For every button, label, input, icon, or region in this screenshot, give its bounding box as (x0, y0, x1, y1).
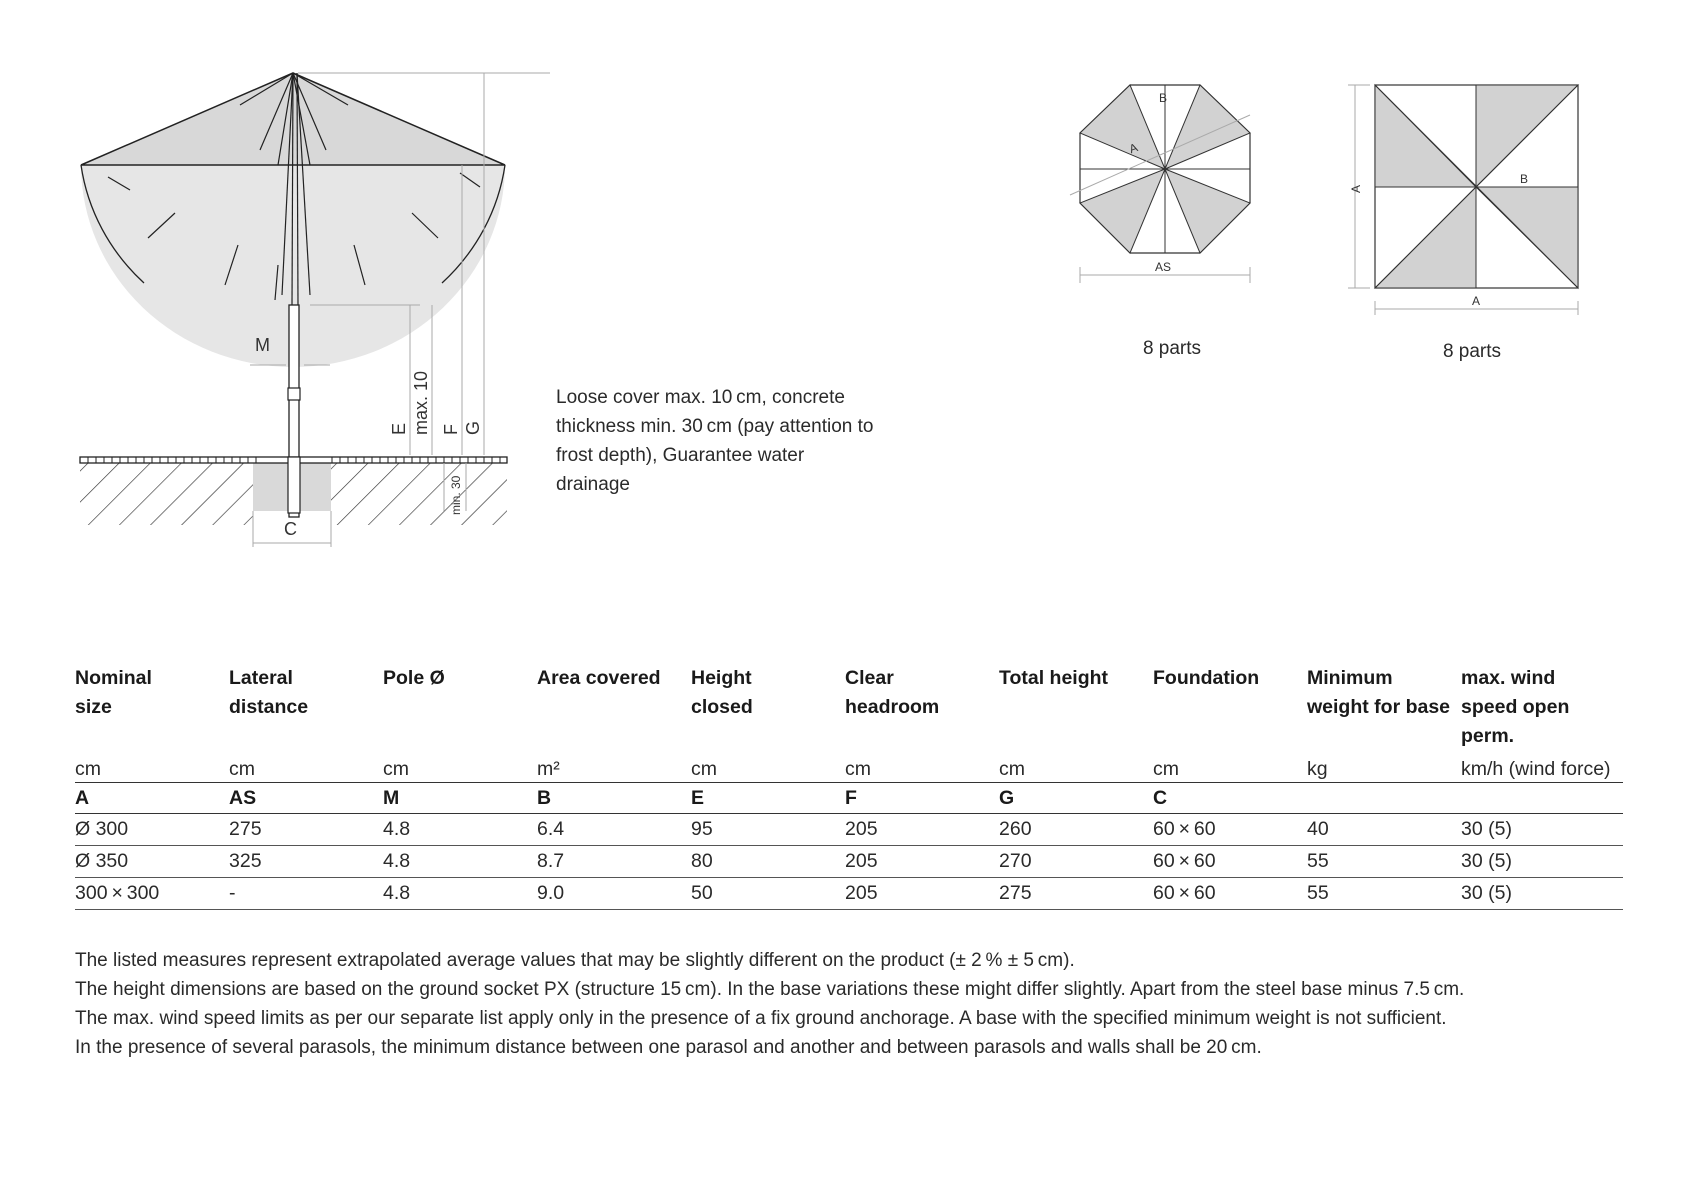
code-cell: E (691, 783, 845, 814)
sq-label-a-side: A (1349, 184, 1363, 193)
dim-label-c: C (284, 519, 297, 539)
header-lateral-distance (229, 664, 383, 752)
table-cell: 270 (999, 846, 1153, 878)
table-cell: 80 (691, 846, 845, 878)
header-line: Height (691, 667, 752, 689)
note-line: thickness min. 30 cm (pay attention to (556, 416, 874, 437)
note-line: Loose cover max. 10 cm, concrete (556, 387, 845, 408)
header-line: Area covered (537, 667, 661, 689)
table-cell: 9.0 (537, 878, 691, 910)
note-line: frost depth), Guarantee water (556, 445, 805, 466)
table-cell: 6.4 (537, 814, 691, 846)
table-cell: 30 (5) (1461, 814, 1623, 846)
table-row (75, 878, 1623, 910)
units-row (75, 752, 1623, 783)
footnote-line: The listed measures represent extrapolated average values that may be slightly different on the product (± 2 % ± 5 cm). (75, 950, 1075, 971)
code-cell (1461, 783, 1623, 814)
header-line: Lateral (229, 667, 293, 689)
dim-label-g: G (463, 420, 483, 435)
oct-label-as: AS (1155, 260, 1172, 274)
code-cell: B (537, 783, 691, 814)
header-max-wind-speed (1461, 664, 1623, 752)
table-cell: 205 (845, 846, 999, 878)
table-cell: 260 (999, 814, 1153, 846)
sq-label-a-bottom: A (1472, 294, 1481, 308)
table-cell: 30 (5) (1461, 878, 1623, 910)
unit-cell: cm (229, 752, 383, 783)
unit-cell: cm (383, 752, 537, 783)
header-line: Nominal (75, 667, 152, 689)
unit-cell: m² (537, 752, 691, 783)
code-cell: A (75, 783, 229, 814)
table-cell: 4.8 (383, 846, 537, 878)
table-cell: 40 (1307, 814, 1461, 846)
unit-cell: cm (1153, 752, 1307, 783)
dim-label-max10: max. 10 (411, 370, 431, 435)
table-cell: Ø 300 (75, 814, 229, 846)
code-cell: AS (229, 783, 383, 814)
octagon-caption: 8 parts (1142, 338, 1202, 359)
footnote-line: The max. wind speed limits as per our separate list apply only in the presence of a fix ground anchorage. A base with the specified minimum weight is not sufficient. (75, 1008, 1447, 1029)
unit-cell: cm (75, 752, 229, 783)
codes-row (75, 783, 1623, 814)
code-cell: G (999, 783, 1153, 814)
table-cell: Ø 350 (75, 846, 229, 878)
table-cell: 30 (5) (1461, 846, 1623, 878)
header-line: Clear (845, 667, 894, 689)
dim-label-e: E (389, 422, 409, 435)
header-minimum-weight (1307, 664, 1461, 752)
dim-label-min30: min. 30 (449, 475, 463, 515)
table-cell: 55 (1307, 846, 1461, 878)
table-cell: 8.7 (537, 846, 691, 878)
table-row (75, 814, 1623, 846)
unit-cell: cm (691, 752, 845, 783)
square-plan-diagram (1340, 75, 1590, 325)
table-cell: 60 × 60 (1153, 878, 1307, 910)
square-caption: 8 parts (1442, 341, 1502, 362)
header-line: speed open (1461, 696, 1570, 718)
oct-label-a: A (1127, 140, 1140, 157)
header-line: weight for base (1307, 696, 1451, 718)
header-line: size (75, 696, 112, 718)
table-cell: - (229, 878, 383, 910)
table-cell: 205 (845, 814, 999, 846)
header-line: max. wind (1461, 667, 1556, 689)
installation-note (556, 383, 896, 499)
code-cell: M (383, 783, 537, 814)
oct-label-b: B (1159, 91, 1168, 105)
octagon-plan-diagram (1060, 75, 1290, 325)
unit-cell: cm (845, 752, 999, 783)
table-cell: 325 (229, 846, 383, 878)
header-line: closed (691, 696, 753, 718)
dim-label-f: F (441, 424, 461, 435)
header-total-height (999, 664, 1153, 752)
header-line: Total height (999, 667, 1109, 689)
code-cell (1307, 783, 1461, 814)
header-line: distance (229, 696, 309, 718)
table-cell: 300 × 300 (75, 878, 229, 910)
header-area-covered (537, 664, 691, 752)
table-cell: 4.8 (383, 814, 537, 846)
header-height-closed (691, 664, 845, 752)
header-clear-headroom (845, 664, 999, 752)
table-header-row (75, 664, 1623, 752)
header-line: Minimum (1307, 667, 1393, 689)
unit-cell: kg (1307, 752, 1461, 783)
table-cell: 60 × 60 (1153, 814, 1307, 846)
table-cell: 50 (691, 878, 845, 910)
code-cell: F (845, 783, 999, 814)
table-cell: 205 (845, 878, 999, 910)
table-cell: 55 (1307, 878, 1461, 910)
code-cell: C (1153, 783, 1307, 814)
footnote-line: The height dimensions are based on the ground socket PX (structure 15 cm). In the base variations these might differ slightly. Apart from the steel base minus 7.5 cm. (75, 979, 1465, 1000)
header-line: perm. (1461, 725, 1515, 747)
header-line: headroom (845, 696, 940, 718)
table-cell: 275 (999, 878, 1153, 910)
footnote-line: In the presence of several parasols, the minimum distance between one parasol and another and between parasols and walls shall be 20 cm. (75, 1037, 1262, 1058)
sq-label-b: B (1520, 172, 1529, 186)
header-pole-diameter (383, 664, 537, 752)
footnotes (75, 946, 1635, 1062)
header-line: Foundation (1153, 667, 1260, 689)
table-cell: 60 × 60 (1153, 846, 1307, 878)
unit-cell: km/h (wind force) (1461, 752, 1623, 783)
header-nominal-size (75, 664, 229, 752)
unit-cell: cm (999, 752, 1153, 783)
parasol-side-view-diagram (60, 55, 580, 555)
header-foundation (1153, 664, 1307, 752)
specification-table (75, 664, 1623, 910)
note-line: drainage (556, 474, 630, 495)
dim-label-m: M (255, 335, 270, 355)
table-cell: 275 (229, 814, 383, 846)
header-line: Pole Ø (383, 667, 445, 689)
table-cell: 95 (691, 814, 845, 846)
table-cell: 4.8 (383, 878, 537, 910)
table-row (75, 846, 1623, 878)
